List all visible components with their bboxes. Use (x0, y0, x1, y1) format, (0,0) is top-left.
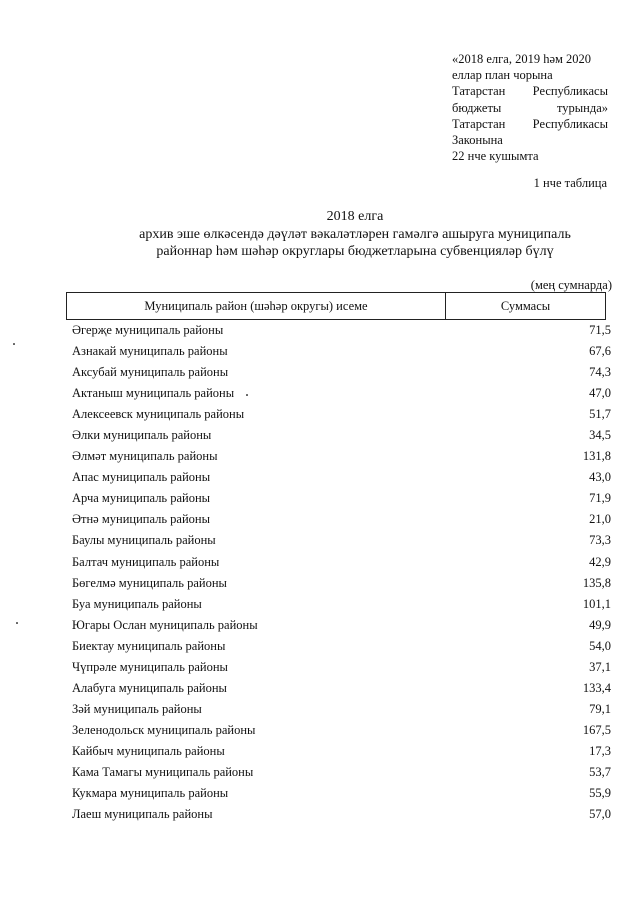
district-name: Азнакай муниципаль районы (72, 344, 228, 359)
subsidy-amount: 101,1 (582, 596, 611, 611)
subsidy-amount: 37,1 (589, 659, 611, 674)
district-name: Бөгелмә муниципаль районы (72, 575, 227, 590)
units-note: (мең сумнарда) (530, 278, 612, 292)
district-name: Зәй муниципаль районы (72, 701, 202, 716)
district-name: Кукмара муниципаль районы (72, 786, 229, 801)
subsidy-amount: 74,3 (589, 365, 611, 380)
subsidy-amount: 73,3 (589, 533, 611, 548)
subsidy-amount: 47,0 (589, 386, 611, 401)
title-year: 2018 елга (326, 209, 384, 224)
subsidy-amount: 53,7 (589, 765, 611, 779)
annex-word: турында» (556, 100, 608, 115)
subsidy-amount: 79,1 (589, 701, 611, 716)
title-line: архив эше өлкәсендә дәүләт вәкаләтләрен гамәлгә ашыруга муниципаль (139, 227, 571, 242)
subsidy-amount: 42,9 (589, 554, 611, 569)
subsidy-amount: 51,7 (589, 407, 611, 422)
subsidy-amount: 71,5 (589, 323, 611, 338)
annex-word: Татарстан (452, 84, 506, 99)
document-title (70, 208, 640, 260)
header-name-column: Муниципаль район (шәһәр округы) исеме (67, 293, 446, 319)
annex-line (452, 83, 608, 99)
table-row (66, 425, 611, 446)
table-row (66, 720, 611, 741)
district-name: Әлмәт муниципаль районы (72, 449, 218, 464)
subsidy-amount: 135,8 (582, 575, 611, 590)
subsidy-amount: 34,5 (589, 428, 611, 443)
subsidy-amount: 57,0 (589, 807, 611, 822)
table-body (66, 320, 611, 825)
district-name: Буа муниципаль районы (72, 596, 202, 611)
subsidy-amount: 167,5 (582, 722, 611, 737)
table-row (66, 678, 611, 699)
annex-word: Татарстан (452, 116, 506, 131)
annex-word: бюджеты (452, 100, 502, 115)
table-row (66, 320, 611, 341)
table-row (66, 509, 611, 530)
header-sum-column: Суммасы (500, 298, 551, 313)
table-row (66, 383, 611, 404)
district-name: Югары Ослан муниципаль районы (72, 617, 258, 632)
table-row (66, 446, 611, 467)
district-name: Балтач муниципаль районы (72, 554, 220, 569)
table-row (66, 467, 611, 488)
table-row (66, 762, 611, 783)
table-row (66, 488, 611, 509)
table-row (66, 783, 611, 804)
table-header (66, 292, 606, 320)
district-name: Кама Тамагы муниципаль районы (72, 765, 254, 779)
district-name: Аксубай муниципаль районы (72, 365, 229, 380)
table-row (66, 573, 611, 594)
district-name: Әтнә муниципаль районы (72, 512, 211, 527)
subsidy-amount: 21,0 (589, 512, 611, 527)
table-row (66, 657, 611, 678)
district-name: Биектау муниципаль районы (72, 638, 226, 653)
district-name: Алексеевск муниципаль районы (72, 407, 245, 422)
subsidy-amount: 54,0 (589, 638, 611, 653)
district-name: Әлки муниципаль районы (72, 428, 212, 443)
annex-line: 22 нче кушымта (452, 149, 539, 164)
district-name: Кайбыч муниципаль районы (72, 743, 225, 758)
district-name: Апас муниципаль районы (72, 470, 211, 485)
table-row (66, 341, 611, 362)
table-row (66, 552, 611, 573)
subsidy-amount: 17,3 (589, 743, 611, 758)
district-name: Лаеш муниципаль районы (72, 807, 213, 822)
table-row (66, 615, 611, 636)
subsidy-amount: 133,4 (582, 680, 611, 695)
subsidy-amount: 43,0 (589, 470, 611, 485)
annex-line (452, 116, 608, 132)
table-number: 1 нче таблица (533, 176, 607, 190)
district-name: Зеленодольск муниципаль районы (72, 722, 256, 737)
annex-line: «2018 елга, 2019 һәм 2020 (452, 52, 592, 66)
district-name: Алабуга муниципаль районы (72, 680, 227, 695)
annex-line (452, 100, 608, 116)
table-row (66, 699, 611, 720)
table-row (66, 636, 611, 657)
annex-line: еллар план чорына (452, 68, 553, 83)
district-name: Әгерҗе муниципаль районы (72, 323, 224, 338)
annex-reference (452, 51, 608, 164)
table-row (66, 804, 611, 825)
district-name: Чүпрәле муниципаль районы (72, 659, 228, 674)
annex-line: Законына (452, 133, 503, 148)
subsidy-amount: 71,9 (589, 491, 611, 506)
subsidy-amount: 55,9 (589, 786, 611, 801)
table-row (66, 530, 611, 551)
subsidy-amount: 131,8 (582, 449, 611, 464)
subsidy-amount: 67,6 (589, 344, 611, 359)
title-line: районнар һәм шәһәр округлары бюджетларына субвенцияләр бүлү (156, 244, 554, 259)
annex-word: Республикасы (532, 116, 608, 131)
table-row (66, 362, 611, 383)
annex-word: Республикасы (532, 84, 608, 99)
district-name: Актаныш муниципаль районы (72, 386, 235, 401)
subsidy-amount: 49,9 (589, 617, 611, 632)
district-name: Арча муниципаль районы (72, 491, 211, 506)
district-name: Баулы муниципаль районы (72, 533, 216, 548)
table-row (66, 741, 611, 762)
table-row (66, 594, 611, 615)
table-row (66, 404, 611, 425)
